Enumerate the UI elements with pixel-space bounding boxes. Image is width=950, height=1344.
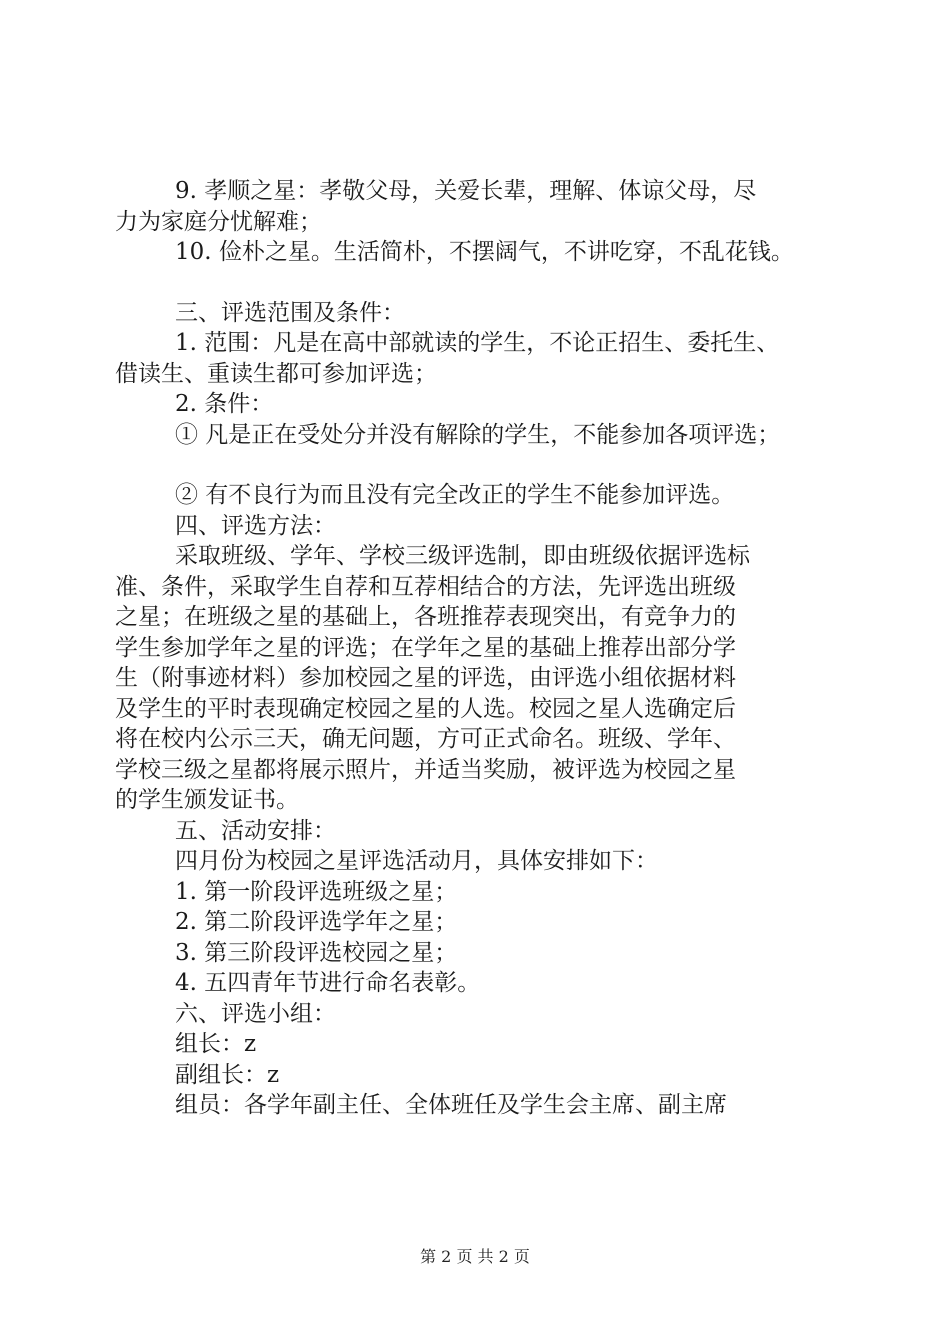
paragraph-line: 10. 俭朴之星。生活简朴，不摆阔气，不讲吃穿，不乱花钱。 [175,239,794,265]
list-item: 1. 第一阶段评选班级之星； [175,878,458,905]
paragraph-line: 副组长：z [175,1061,280,1088]
document-body [115,176,855,1121]
section-heading: 四、评选方法： [175,512,336,539]
paragraph-line: 借读生、重读生都可参加评选； [115,360,437,387]
section-heading: 三、评选范围及条件： [175,299,405,326]
paragraph-line: 采取班级、学年、学校三级评选制，即由班级依据评选标 [175,543,750,569]
section-heading: 五、活动安排： [175,817,336,844]
list-item: 2. 第二阶段评选学年之星； [175,909,458,935]
paragraph-line: ② 有不良行为而且没有完全改正的学生不能参加评选。 [175,482,735,508]
paragraph-line: 将在校内公示三天，确无问题，方可正式命名。班级、学年、 [115,726,736,752]
paragraph-line: 组员：各学年副主任、全体班任及学生会主席、副主席 [175,1092,727,1118]
paragraph-line: 学校三级之星都将展示照片，并适当奖励，被评选为校园之星 [115,756,736,783]
list-item: 4. 五四青年节进行命名表彰。 [175,970,481,996]
paragraph-line: 9. 孝顺之星：孝敬父母，关爱长辈，理解、体谅父母，尽 [175,178,757,204]
section-heading: 六、评选小组： [175,1000,336,1027]
paragraph-line: 四月份为校园之星评选活动月，具体安排如下： [175,848,658,874]
paragraph-line: 准、条件，采取学生自荐和互荐相结合的方法，先评选出班级 [115,573,736,600]
paragraph-line: 生（附事迹材料）参加校园之星的评选，由评选小组依据材料 [115,665,736,691]
paragraph-line: 1. 范围：凡是在高中部就读的学生，不论正招生、委托生、 [175,330,780,356]
spacer [115,268,855,298]
paragraph-line: ① 凡是正在受处分并没有解除的学生，不能参加各项评选； [175,421,781,448]
paragraph-line: 力为家庭分忧解难； [115,208,322,235]
paragraph-line: 2. 条件： [175,391,274,417]
spacer [115,450,855,480]
page-footer: 第 2 页 共 2 页 [420,1247,530,1266]
paragraph-line: 组长：z [175,1031,257,1057]
paragraph-line: 的学生颁发证书。 [115,787,299,813]
paragraph-line: 及学生的平时表现确定校园之星的人选。校园之星人选确定后 [115,695,736,722]
paragraph-line: 学生参加学年之星的评选；在学年之星的基础上推荐出部分学 [115,634,736,661]
paragraph-line: 之星；在班级之星的基础上，各班推荐表现突出，有竞争力的 [115,604,736,630]
list-item: 3. 第三阶段评选校园之星； [175,939,458,966]
